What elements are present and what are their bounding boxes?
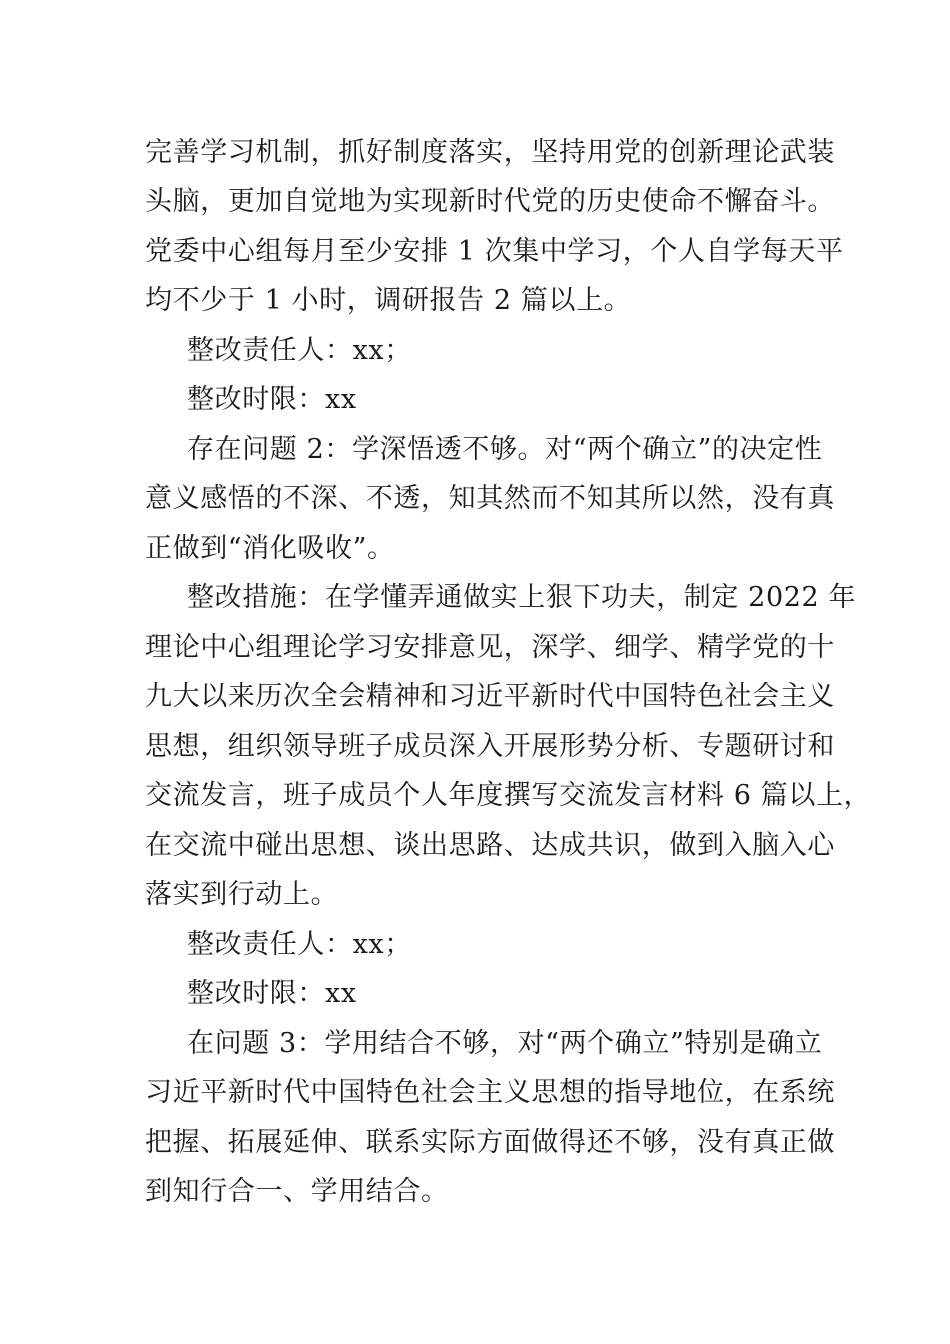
text-line: 把握、拓展延伸、联系实际方面做得还不够，没有真正做 [145, 1127, 835, 1158]
measures-heading-line: 整改措施：在学懂弄通做实上狠下功夫，制定 2022 年 [187, 582, 857, 613]
text-line: 意义感悟的不深、不透，知其然而不知其所以然，没有真 [145, 483, 835, 514]
problem-heading-line: 在问题 3：学用结合不够，对“两个确立”特别是确立 [187, 1028, 823, 1059]
deadline-line: 整改时限：xx [187, 978, 357, 1009]
text-line: 均不少于 1 小时，调研报告 2 篇以上。 [145, 285, 632, 316]
text-line: 落实到行动上。 [145, 879, 339, 910]
responsible-person-line: 整改责任人：xx； [187, 335, 412, 366]
text-line: 交流发言，班子成员个人年度撰写交流发言材料 6 篇以上， [145, 780, 872, 811]
text-line: 正做到“消化吸收”。 [145, 533, 395, 564]
text-line: 到知行合一、学用结合。 [145, 1176, 449, 1207]
text-line: 完善学习机制，抓好制度落实，坚持用党的创新理论武装 [145, 137, 835, 168]
text-line: 头脑，更加自觉地为实现新时代党的历史使命不懈奋斗。 [145, 186, 835, 217]
responsible-person-line: 整改责任人：xx； [187, 929, 412, 960]
text-line: 习近平新时代中国特色社会主义思想的指导地位，在系统 [145, 1077, 835, 1108]
text-line: 在交流中碰出思想、谈出思路、达成共识，做到入脑入心 [145, 830, 835, 861]
problem-heading-line: 存在问题 2：学深悟透不够。对“两个确立”的决定性 [187, 434, 823, 465]
deadline-line: 整改时限：xx [187, 384, 357, 415]
text-line: 党委中心组每月至少安排 1 次集中学习，个人自学每天平 [145, 236, 844, 267]
text-line: 思想，组织领导班子成员深入开展形势分析、专题研讨和 [145, 731, 835, 762]
text-line: 九大以来历次全会精神和习近平新时代中国特色社会主义 [145, 681, 835, 712]
text-line: 理论中心组理论学习安排意见，深学、细学、精学党的十 [145, 632, 835, 663]
